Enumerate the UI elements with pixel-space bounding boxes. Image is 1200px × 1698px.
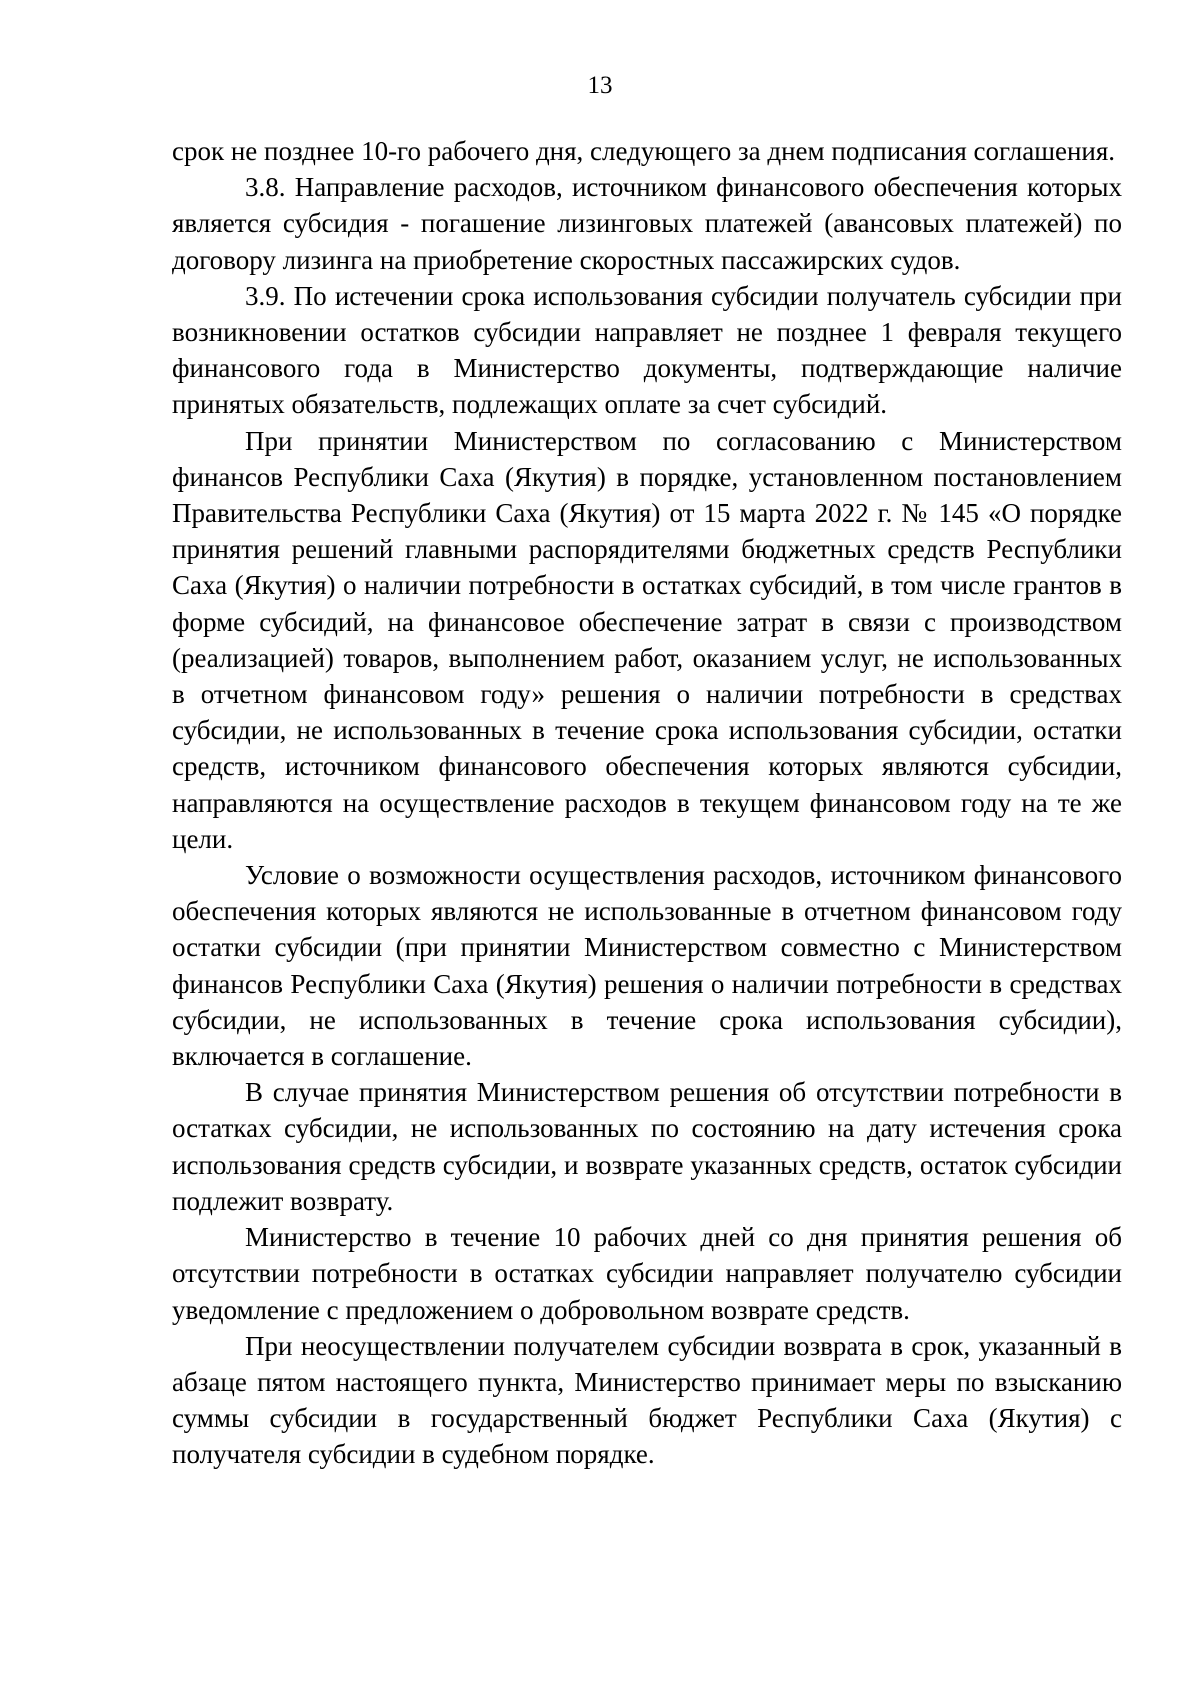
document-body [172, 133, 1122, 1473]
paragraph-notification: Министерство в течение 10 рабочих дней со дня принятия решения об отсутствии потребности в остатках субсидии направляет получателю субсидии уведомление с предложением о добровольном возврате средств. [172, 1222, 1122, 1325]
paragraph-enforcement: При неосуществлении получателем субсидии возврата в срок, указанный в абзаце пятом настоящего пункта, Министерство принимает меры по взысканию суммы субсидии в государственный бюджет Республики Саха (Якутия) с получателя субсидии в судебном порядке. [172, 1330, 1122, 1470]
page-number: 13 [587, 72, 613, 99]
paragraph-ministry-decision: При принятии Министерством по согласованию с Министерством финансов Республики Саха (Якутия) в порядке, установленном постановлением Правительства Республики Саха (Якутия) от 15 марта 2022 г. № 145 «О порядке принятия решений главными распорядителями бюджетных средств Республики Саха (Якутия) о наличии потребности в остатках субсидий, в том числе грантов в форме субсидий, на финансовое обеспечение затрат в связи с производством (реализацией) товаров, выполнением работ, оказанием услуг, не использованных в отчетном финансовом году» решения о наличии потребности в средствах субсидии, не использованных в течение срока использования субсидии, остатки средств, источником финансового обеспечения которых являются субсидии, направляются на осуществление расходов в текущем финансовом году на те же цели. [172, 425, 1122, 854]
paragraph-no-need-case: В случае принятия Министерством решения об отсутствии потребности в остатках субсидии, не использованных по состоянию на дату истечения срока использования средств субсидии, и возврате указанных средств, остаток субсидии подлежит возврату. [172, 1077, 1122, 1216]
paragraph-condition: Условие о возможности осуществления расходов, источником финансового обеспечения которых являются не использованные в отчетном финансовом году остатки субсидии (при принятии Министерством совместно с Министерством финансов Республики Саха (Якутия) решения о наличии потребности в средствах субсидии, не использованных в течение срока использования субсидии), включается в соглашение. [172, 860, 1122, 1072]
paragraph-continuation: срок не позднее 10-го рабочего дня, следующего за днем подписания соглашения. [172, 136, 1116, 166]
paragraph-3-9: 3.9. По истечении срока использования субсидии получатель субсидии при возникновении остатков субсидии направляет не позднее 1 февраля текущего финансового года в Министерство документы, подтверждающие наличие принятых обязательств, подлежащих оплате за счет субсидий. [172, 280, 1122, 420]
paragraph-3-8: 3.8. Направление расходов, источником финансового обеспечения которых является субсидия - погашение лизинговых платежей (авансовых платежей) по договору лизинга на приобретение скоростных пассажирских судов. [172, 172, 1122, 275]
